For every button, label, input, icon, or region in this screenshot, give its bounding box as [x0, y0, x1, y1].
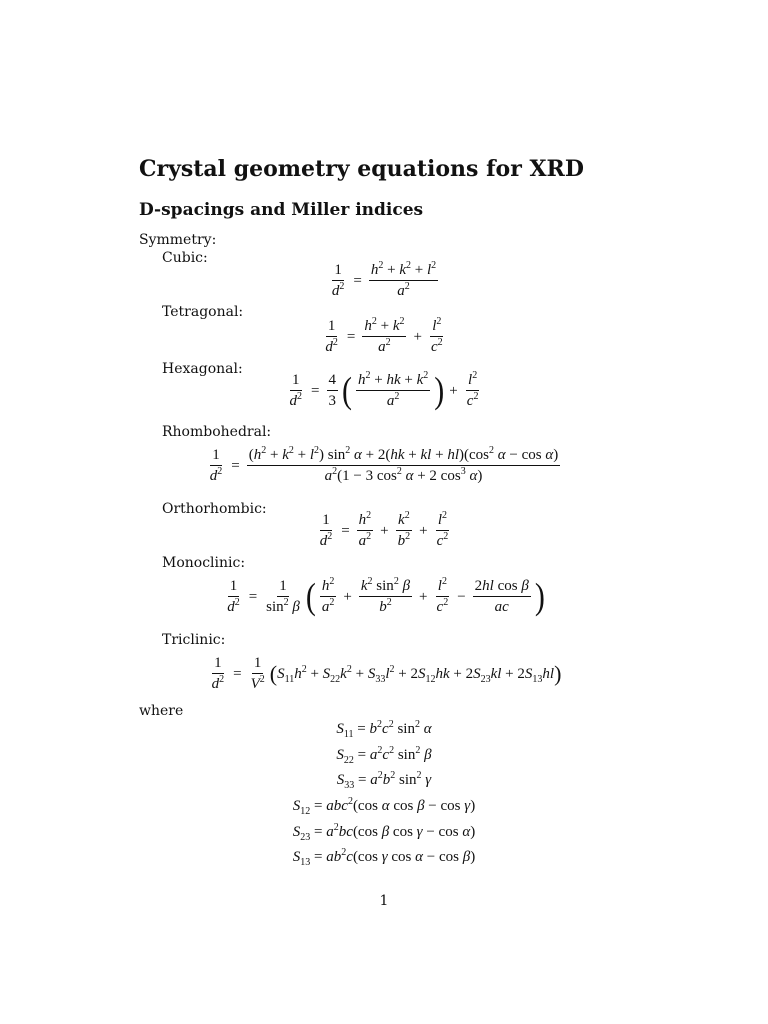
- equation-hexagonal: $\frac{1}{d^2}$ = $\frac{4}{3}$ ( $\frac{h^2 + hk + k^2}{a^2}$ ) + $\frac{l^2}{c^2}$: [289, 370, 479, 412]
- label-triclinic: Triclinic:: [162, 632, 226, 648]
- label-rhombohedral: Rhombohedral:: [162, 424, 272, 440]
- equation-s22: $S_{22} = a^2c^2$ $\sin^2 \beta$: [336, 745, 432, 766]
- section-heading: D-spacings and Miller indices: [139, 200, 424, 220]
- equation-rhombohedral: $\frac{1}{d^2}$ = $\frac{(h^2 + k^2 + l^2) \sin^2 \alpha + 2(hk + kl + hl)(\cos^2 \alpha - \cos \alpha)}{a^2(1 - 3 \cos^2 \alpha + 2 \cos^3 \alpha)}$: [209, 445, 559, 485]
- label-cubic: Cubic:: [162, 250, 208, 266]
- equation-s11: $S_{11} = b^2c^2$ $\sin^2 \alpha$: [336, 719, 432, 740]
- equation-orthorhombic: $\frac{1}{d^2}$ = $\frac{h^2}{a^2}$ + $\frac{k^2}{b^2}$ + $\frac{l^2}{c^2}$: [319, 510, 449, 550]
- label-symmetry: Symmetry:: [139, 232, 217, 248]
- equation-s33: $S_{33} = a^2b^2$ $\sin^2 \gamma$: [336, 770, 432, 791]
- label-where: where: [139, 703, 184, 719]
- document-title: Crystal geometry equations for XRD: [139, 156, 584, 182]
- equation-tetragonal: $\frac{1}{d^2}$ = $\frac{h^2 + k^2}{a^2}$ + $\frac{l^2}{c^2}$: [325, 316, 443, 356]
- label-monoclinic: Monoclinic:: [162, 555, 246, 571]
- equation-s12: $S_{12} = abc^2(\cos$ α cos β − cos γ): [292, 796, 476, 817]
- equation-cubic: $\frac{1}{d^2}$ = $\frac{h^2 + k^2 + l^2}{a^2}$: [331, 260, 437, 300]
- label-orthorhombic: Orthorhombic:: [162, 501, 267, 517]
- label-hexagonal: Hexagonal:: [162, 361, 243, 377]
- equation-monoclinic: $\frac{1}{d^2}$ = $\frac{1}{\sin^2 \beta}$ ( $\frac{h^2}{a^2}$ + $\frac{k^2 \sin^2 \beta}{b^2}$ + $\frac{l^2}{c^2}$ − $\frac{\text{2hl cos β}}{ac}$ ): [227, 576, 545, 618]
- equation-s13: $S_{13} = ab^2c(\cos$ γ cos α − cos β): [292, 847, 476, 868]
- equation-triclinic: $\frac{1}{d^2}$ = $\frac{1}{V^2}$ ( $S_{11}h^2 + S_{22}k^2 + S_{33}l^2 + 2S_{12}hk + 2S_{23}kl + 2S_{13}hl$ ): [211, 655, 562, 693]
- page-number: 1: [379, 893, 389, 909]
- label-tetragonal: Tetragonal:: [162, 304, 244, 320]
- equation-s23: $S_{23} = a^2bc(\cos$ β cos γ − cos α): [292, 822, 476, 843]
